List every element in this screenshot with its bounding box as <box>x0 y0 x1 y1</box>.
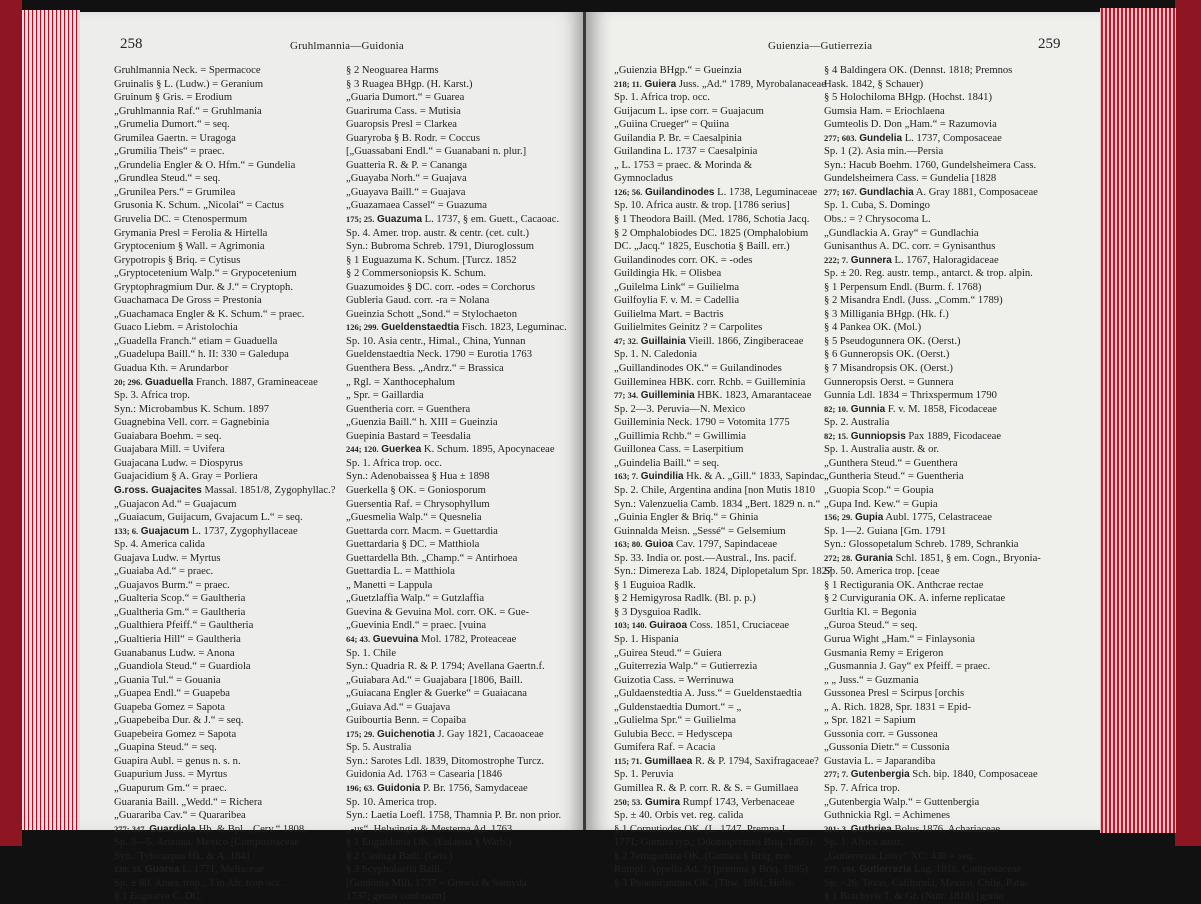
entry-line: „Guiava Ad.“ = Guajava <box>346 701 451 713</box>
entry-line: „Guesmelia Walp.“ = Quesnelia <box>346 512 482 524</box>
entry-line: Syn.: Microbambus K. Schum. 1897 <box>114 403 270 415</box>
entry-line: 250; 53. Gumira Rumpf 1743, Verbenaceae <box>614 796 795 808</box>
entry-line: Guentheria corr. = Guenthera <box>346 403 471 415</box>
entry-line: „Guiabara Ad.“ = Guajabara [1806, Baill. <box>346 674 523 686</box>
entry-line: Gulubia Becc. = Hedyscepa <box>614 728 733 740</box>
entry-line: „Guiina Crueger“ = Quiina <box>614 119 730 131</box>
entry-line: Guapebeira Gomez = Sapota <box>114 728 237 740</box>
entry-line: „Guaiaba Ad.“ = praec. <box>114 566 214 578</box>
entry-line: Guilleminea HBK. corr. Rchb. = Guilleminia <box>614 376 806 388</box>
entry-line: 277; 167. Gundlachia A. Gray 1881, Composaceae <box>824 186 1038 198</box>
entry-line: 244; 120. Guerkea K. Schum. 1895, Apocynaceae <box>346 444 555 456</box>
entry-line: „Gusmannia J. Gay“ ex Pfeiff. = praec. <box>824 661 991 673</box>
entry-line: § 2 Hemigyrosa Radlk. (Bl. p. p.) <box>614 593 756 605</box>
entry-line: Guapeba Gomez = Sapota <box>114 701 225 713</box>
entry-line: Sp. 1. N. Caledonia <box>614 349 697 361</box>
entry-line: Gumifera Raf. = Acacia <box>614 742 716 754</box>
entry-line: 163; 7. Guindilia Hk. & A. „Gill.“ 1833, Sapindac. <box>614 471 827 483</box>
entry-line: Gruinalis § L. (Ludw.) = Geranium <box>114 78 264 90</box>
entry-line: 1737; genus confusum] <box>346 891 446 903</box>
entry-line: Sp. 50. America trop. [ceae <box>824 566 940 578</box>
entry-line: 156; 29. Gupia Aubl. 1775, Celastraceae <box>824 512 992 524</box>
right-column-2 <box>824 64 1052 904</box>
entry-line: „Gualteria Scop.“ = Gaultheria <box>114 593 246 605</box>
entry-line: Sp. 1. Hispania <box>614 633 679 645</box>
entry-line: „Guachamaca Engler & K. Schum.“ = praec. <box>114 308 305 320</box>
entry-line: Sp. 2. Australia <box>824 417 890 429</box>
entry-line: „Gutenbergia Walp.“ = Guttenbergia <box>824 796 980 808</box>
entry-line: § 1 Brachyris T. & Gr. (Nutt. 1818) [gonia <box>824 891 1004 903</box>
entry-line: § 2 Casinga Baill. (Gris.) <box>346 850 453 862</box>
page-number: 258 <box>120 36 143 52</box>
entry-line: Sp. 1. Africa austr. <box>824 837 903 849</box>
entry-line: „Gualthiera Pfeiff.“ = Gaultheria <box>114 620 254 632</box>
entry-line: Guilandinodes corr. OK. = -odes <box>614 254 753 266</box>
entry-line: § 7 Misandropsis OK. (Oerst.) <box>824 363 953 375</box>
entry-line: Gurua Wight „Ham.“ = Finlaysonia <box>824 633 975 645</box>
right-page <box>586 12 1100 903</box>
entry-line: Guajava Ludw. = Myrtus <box>114 552 221 564</box>
entry-line: G.ross. Guajacites Massal. 1851/8, Zygophyllac.? <box>114 484 336 496</box>
entry-line: „Guillimia Rchb.“ = Gwillimia <box>614 430 746 442</box>
left-page <box>80 12 585 903</box>
entry-line: „Grundelia Engler & O. Hfm.“ = Gundelia <box>114 159 296 171</box>
entry-line: „Guajacon Ad.“ = Guajacum <box>114 498 237 510</box>
entry-line: „ Spr. 1821 = Sapium <box>824 715 916 727</box>
entry-line: Grusonia K. Schum. „Nicolai“ = Cactus <box>114 200 284 212</box>
entry-line: Gunneropsis Oerst. = Gunnera <box>824 376 954 388</box>
entry-line: Gruinum § Gris. = Erodium <box>114 92 233 104</box>
entry-line: § 5 Pseudogunnera OK. (Oerst.) <box>824 335 961 347</box>
entry-line: § 4 Pankea OK. (Mol.) <box>824 322 922 334</box>
entry-line: Gussonea Presl = Scirpus [orchis <box>824 688 965 700</box>
entry-line: § 3 Ruagea BHgp. (H. Karst.) <box>346 78 473 90</box>
entry-line: 126; 299. Gueldenstaedtia Fisch. 1823, Leguminac. <box>346 322 567 334</box>
entry-line: Gurltia Kl. = Begonia <box>824 606 917 618</box>
entry-line: 138; 33. Guarea L. 1771, Meliaceae <box>114 864 264 876</box>
entry-line: Sp. 10. Asia centr., Himal., China, Yunnan <box>346 335 526 347</box>
entry-line: Gueinzia Schott „Sond.“ = Stylochaeton <box>346 308 518 320</box>
entry-line: 222; 7. Gunnera L. 1767, Haloragidaceae <box>824 254 999 266</box>
entry-line: § 1 Rectigurania OK. Anthcrae rectae <box>824 579 984 591</box>
entry-line: „Guntheria Steud.“ = Guentheria <box>824 471 964 483</box>
entry-line: Sp. 3—5. Arizona, Mexico [Compositaceae <box>114 837 300 849</box>
entry-line: Guatteria R. & P. = Cananga <box>346 159 468 171</box>
entry-line: Guettardaria § DC. = Matthiola <box>346 539 480 551</box>
entry-line: Guettarda corr. Macm. = Guettardia <box>346 525 498 537</box>
entry-line: Gumsia Ham. = Eriochlaena <box>824 105 945 117</box>
entry-line: „ Rgl. = Xanthocephalum <box>346 376 455 388</box>
entry-line: 277; 347. Guardiola Hb. & Bpl. „Cerv.“ 1808, <box>114 823 307 835</box>
entry-line: „Guadella Franch.“ etiam = Guaduella <box>114 335 278 347</box>
entry-line: Guepinia Bastard = Teesdalia <box>346 430 471 442</box>
entry-line: „Guarariba Cav.“ = Quararibea <box>114 810 246 822</box>
entry-line: Guilandina L. 1737 = Caesalpinia <box>614 146 758 158</box>
entry-line: Sp. 1—2. Guiana [Gm. 1791 <box>824 525 947 537</box>
entry-line: 277; 104. Gutierrezia Lag. 1816, Composaceae <box>824 864 1022 876</box>
entry-line: Gruvelia DC. = Ctenospermum <box>114 214 248 226</box>
entry-line: § 2 Omphalobiodes DC. 1825 (Omphalobium <box>614 227 809 239</box>
entry-line: Sp. 5. Australia <box>346 742 412 754</box>
entry-line: Hask. 1842, § Schauer) <box>824 78 924 90</box>
entry-line: [„Guassabani Endl.“ = Guanabani n. plur.] <box>346 146 527 158</box>
entry-line: Guadua Kth. = Arundarbor <box>114 363 229 375</box>
entry-line: „Guldaenstedtia A. Juss.“ = Gueldenstaedtia <box>614 688 802 700</box>
entry-line: 115; 71. Gumillaea R. & P. 1794, Saxifragaceae? <box>614 755 819 767</box>
entry-line: „Guetzlaffia Walp.“ = Gutzlaffia <box>346 593 485 605</box>
entry-line: Guajacidium § A. Gray = Porliera <box>114 471 258 483</box>
entry-line: Syn.: Dimereza Lab. 1824, Diplopetalum Spr. 1827 <box>614 566 833 578</box>
entry-line: Gueldenstaedtia Neck. 1790 = Eurotia 1763 <box>346 349 533 361</box>
entry-line: Gumteolis D. Don „Ham.“ = Razumovia <box>824 119 997 131</box>
entry-line: 133; 6. Guajacum L. 1737, Zygophyllaceae <box>114 525 298 537</box>
entry-line: Gryptocenium § Wall. = Agrimonia <box>114 241 265 253</box>
entry-line: „Guayava Baill.“ = Guajava <box>346 186 466 198</box>
entry-line: 103; 140. Guiraoa Coss. 1851, Cruciaceae <box>614 620 790 632</box>
entry-line: [Guidonia Mill. 1737 = Grewia & Samyda <box>346 877 527 889</box>
entry-line: „Gualtheria Gm.“ = Gaultheria <box>114 606 246 618</box>
entry-line: „Guadelupa Baill.“ h. II: 330 = Galedupa <box>114 349 289 361</box>
entry-line: Guevina & Gevuina Mol. corr. OK. = Gue- <box>346 606 530 618</box>
entry-line: Syn.: Quadria R. & P. 1794; Avellana Gaertn.f. <box>346 661 545 673</box>
entry-line: „Guayaba Norh.“ = Guajava <box>346 173 467 185</box>
entry-line: Sp. 4. Amer. trop. austr. & centr. (cet. cult.) <box>346 227 529 239</box>
entry-line: „Guapea Endl.“ = Guapeba <box>114 688 230 700</box>
entry-line: Sp. 1. Peruvia <box>614 769 674 781</box>
entry-line: Sp. 10. America trop. <box>346 796 437 808</box>
entry-line: 218; 11. Guiera Juss. „Ad.“ 1789, Myrobalanaceae <box>614 78 826 90</box>
entry-line: „Gundlackia A. Gray“ = Gundlachia <box>824 227 979 239</box>
entry-line: „Guilelma Link“ = Guilielma <box>614 281 740 293</box>
entry-line: „Guiterrezia Walp.“ = Gutierrezia <box>614 661 758 673</box>
entry-line: „Gunthera Steud.“ = Guenthera <box>824 457 958 469</box>
page-edges-left <box>22 10 80 830</box>
entry-line: Gymnocladus <box>614 173 673 185</box>
entry-line: „Guiacana Engler & Guerke“ = Guaiacana <box>346 688 527 700</box>
running-head: Guienzia—Gutierrezia <box>768 40 873 52</box>
entry-line: Guaco Liebm. = Aristolochia <box>114 322 238 334</box>
entry-line: „Gutierrezia Lotsy“ XC: 430 = seq. <box>824 850 975 862</box>
entry-line: § 2 Tetragumira OK. (Gumira § Briq. non <box>614 850 792 862</box>
page-number: 259 <box>1038 36 1061 52</box>
entry-line: Sp. 33. India or. post.—Austral., Ins. pacif. <box>614 552 797 564</box>
entry-line: „Gulielma Spr.“ = Guilielma <box>614 715 736 727</box>
entry-line: „Gussonia Dietr.“ = Cussonia <box>824 742 950 754</box>
entry-line: Guthnickia Rgl. = Achimenes <box>824 810 951 822</box>
entry-line: „Guopia Scop.“ = Goupia <box>824 484 934 496</box>
entry-line: „ L. 1753 = praec. & Morinda & <box>614 159 753 171</box>
entry-line: Rumpf; Appella Ad. ?) [premna § Briq. 1895) <box>614 864 808 876</box>
entry-line: § 3 Dysguioa Radlk. <box>614 606 702 618</box>
entry-line: Sp. 3. Africa trop. <box>114 390 190 402</box>
entry-line: „ Manetti = Lappula <box>346 579 433 591</box>
entry-line: Guapurium Juss. = Myrtus <box>114 769 228 781</box>
book-cover-right <box>1175 0 1201 846</box>
entry-line: Guaryroba § B. Rodr. = Coccus <box>346 132 480 144</box>
entry-line: Sp. ± 80. Amer. trop.; 3 in Afr. trop occ. <box>114 877 284 889</box>
entry-line: Sp. 1. Chile <box>346 647 397 659</box>
entry-line: Gunisanthus A. DC. corr. = Gynisanthus <box>824 241 996 253</box>
entry-line: Guazumoides § DC. corr. -odes = Corchorus <box>346 281 535 293</box>
entry-line: Gumillea R. & P. corr. R. & S. = Gumillaea <box>614 782 799 794</box>
entry-line: Sp. 1. Cuba, S. Domingo <box>824 200 930 212</box>
entry-line: „Guroa Steud.“ = seq. <box>824 620 918 632</box>
entry-line: „Grumelia Dumort.“ = seq. <box>114 119 230 131</box>
entry-line: Sp. 1 (2). Asia min.—Persia <box>824 146 944 158</box>
entry-line: „Guania Tul.“ = Gouania <box>114 674 221 686</box>
entry-line: „Guapurum Gm.“ = praec. <box>114 782 227 794</box>
entry-line: Obs.: = ? Chrysocoma L. <box>824 214 931 226</box>
entry-line: „ „ Juss.“ = Guzmania <box>824 674 919 686</box>
entry-line: Guenthera Bess. „Andrz.“ = Brassica <box>346 363 504 375</box>
entry-line: „Guinia Engler & Briq.“ = Ghinia <box>614 512 759 524</box>
entry-line: Guettardia L. = Matthiola <box>346 566 455 578</box>
entry-line: „Guldenstaedtia Dumort.“ = „ <box>614 701 742 713</box>
entry-line: Sp. 2—3. Peruvia—N. Mexico <box>614 403 746 415</box>
entry-line: Guaiabara Boehm. = seq. <box>114 430 222 442</box>
entry-line: Gruhlmannia Neck. = Spermacoce <box>114 65 261 76</box>
entry-line: Gundelsheimera Cass. = Gundelia [1828 <box>824 173 997 185</box>
entry-line: 20; 296. Guaduella Franch. 1887, Gramineaceae <box>114 376 318 388</box>
entry-line: 175; 25. Guazuma L. 1737, § em. Guett., Cacaoac. <box>346 214 560 226</box>
entry-line: § 3 Scypholaetia Baill. <box>346 864 443 876</box>
entry-line: Guerkella § OK. = Goniosporum <box>346 484 486 496</box>
entry-line: „Guapebeiba Dur. & J.“ = seq. <box>114 715 244 727</box>
running-head: Gruhlmannia—Guidonia <box>290 40 404 52</box>
entry-line: Gunnia Ldl. 1834 = Thrixspermum 1790 <box>824 390 997 402</box>
entry-line: Guaropsis Presl = Clarkea <box>346 119 458 131</box>
entry-line: Guettardella Bth. „Champ.“ = Antirhoea <box>346 552 518 564</box>
entry-line: 163; 80. Guioa Cav. 1797, Sapindaceae <box>614 539 778 551</box>
entry-line: Guilandia P. Br. = Caesalpinia <box>614 132 742 144</box>
entry-line: Guibourtia Benn. = Copaiba <box>346 715 467 727</box>
entry-line: Syn.: Bubroma Schreb. 1791, Diuroglossum <box>346 241 535 253</box>
entry-line: „-us“, Helwingia & Mesterna Ad. 1763 <box>346 823 513 835</box>
entry-line: „Guienzia BHgp.“ = Gueinzia <box>614 65 742 76</box>
entry-line: „Gruhlmannia Raf.“ = Gruhlmania <box>114 105 262 117</box>
right-column-1 <box>614 64 842 890</box>
entry-line: Sp. 1. Africa trop. occ. <box>614 92 710 104</box>
entry-line: „Grundlea Steud.“ = seq. <box>114 173 221 185</box>
entry-line: Grumilea Gaertn. = Uragoga <box>114 132 236 144</box>
entry-line: § 2 Curvigurania OK. A. inferne replicatae <box>824 593 1006 605</box>
entry-line: Guajacana Ludw. = Diospyrus <box>114 457 243 469</box>
entry-line: 277; 603. Gundelia L. 1737, Composaceae <box>824 132 1002 144</box>
entry-line: „Guaiacum, Guijacum, Gvajacum L.“ = seq. <box>114 512 303 524</box>
entry-line: „ Spr. = Gaillardia <box>346 390 424 402</box>
entry-line: Gubleria Gaud. corr. -ra = Nolana <box>346 295 490 307</box>
entry-line: 47; 32. Guillainia Vieill. 1866, Zingiberaceae <box>614 335 804 347</box>
entry-line: Guizotia Cass. = Werrinuwa <box>614 674 734 686</box>
entry-line: Sp. 1. Australia austr. & or. <box>824 444 940 456</box>
entry-line: „Grumilia Theis“ = praec. <box>114 146 225 158</box>
entry-line: 272; 28. Gurania Schl. 1851, § em. Cogn., Bryonia- <box>824 552 1041 564</box>
entry-line: Guidonia Ad. 1763 = Casearia [1846 <box>346 769 503 781</box>
entry-line: Syn.: Tylocarpus Hk. & A. 1841 <box>114 850 251 862</box>
left-column-1 <box>114 64 342 904</box>
entry-line: § 1 Euguazuma K. Schum. [Turcz. 1852 <box>346 254 517 266</box>
entry-line: Syn.: Hacub Boehm. 1760, Gundelsheimera Cass. <box>824 159 1037 171</box>
entry-line: § 1 Cornutiodes OK. (L. 1747, Premna L. <box>614 823 791 835</box>
entry-line: § 1 Perpensum Endl. (Burm. f. 1768) <box>824 281 982 293</box>
entry-line: Guilloneа Cass. = Laserpitium <box>614 444 744 456</box>
book-cover-left <box>0 0 22 846</box>
entry-line: § 4 Baldingera OK. (Dennst. 1818; Premnos <box>824 65 1013 76</box>
entry-line: „Guenzia Baill.“ h. XIII = Gueinzia <box>346 417 498 429</box>
entry-line: „Guindelia Baill.“ = seq. <box>614 457 720 469</box>
entry-line: 82; 10. Gunnia F. v. M. 1858, Ficodaceae <box>824 403 997 415</box>
entry-line: „Guandiola Steud.“ = Guardiola <box>114 661 251 673</box>
entry-line: „Guillandinodes OK.“ = Guilandinodes <box>614 363 782 375</box>
entry-line: Grymania Presl = Ferolia & Hirtella <box>114 227 268 239</box>
entry-line: Sp. 7. Africa trop. <box>824 782 900 794</box>
entry-line: Guilielma Mart. = Bactris <box>614 308 724 320</box>
entry-line: Gustavia L. = Japarandiba <box>824 755 936 767</box>
entry-line: 277; 7. Gutenbergia Sch. bip. 1840, Composaceae <box>824 769 1038 781</box>
entry-line: Guachamaca De Gross = Prestonia <box>114 295 262 307</box>
entry-line: Gryptophragmium Dur. & J.“ = Cryptoph. <box>114 281 293 293</box>
entry-line: Guinnalda Meisn. „Sessé“ = Gelsemium <box>614 525 786 537</box>
entry-line: 82; 15. Gunniopsis Pax 1889, Ficodaceae <box>824 430 1002 442</box>
page-edges-right <box>1100 8 1176 833</box>
entry-line: § 3 Milligania BHgp. (Hk. f.) <box>824 308 949 320</box>
entry-line: § 1 Euguarea C. DC. <box>114 891 203 903</box>
entry-line: Sp. ~26. Texas, California, Mexico, Chile, Pata- <box>824 877 1028 889</box>
entry-line: „Guirea Steud.“ = Guiera <box>614 647 722 659</box>
entry-line: Guapira Aubl. = genus n. s. n. <box>114 755 241 767</box>
entry-line: Gusmania Remy = Erigeron <box>824 647 944 659</box>
entry-line: § 2 Neoguarea Harms <box>346 65 439 76</box>
entry-line: 196; 63. Guidonia P. Br. 1756, Samydaceae <box>346 782 528 794</box>
entry-line: Guijacum L. ipse corr. = Guajacum <box>614 105 764 117</box>
entry-line: Guarania Baill. „Wedd.“ = Richera <box>114 796 263 808</box>
entry-line: Sp. ± 20. Reg. austr. temp., antarct. & trop. alpin. <box>824 268 1033 280</box>
entry-line: „Guazamaea Cassel“ = Guazuma <box>346 200 487 212</box>
entry-line: Sp. 10. Africa austr. & trop. [1786 serius] <box>614 200 790 212</box>
entry-line: Guagnebina Vell. corr. = Gagnebinia <box>114 417 270 429</box>
entry-line: 175; 29. Guichenotia J. Gay 1821, Cacaoaceae <box>346 728 544 740</box>
entry-line: „Guajavos Burm.“ = praec. <box>114 579 230 591</box>
entry-line: Sp. 4. America calida <box>114 539 205 551</box>
entry-line: Grypotropis § Briq. = Cytisus <box>114 254 241 266</box>
entry-line: Guajabara Mill. = Uvifera <box>114 444 225 456</box>
entry-line: Sp. ± 40. Orbis vet. reg. calida <box>614 810 744 822</box>
entry-line: Syn.: Glossopetalum Schreb. 1789, Schrankia <box>824 539 1019 551</box>
entry-line: Syn.: Sarotes Ldl. 1839, Ditomostrophe Turcz. <box>346 755 545 767</box>
left-column-2 <box>346 64 574 904</box>
entry-line: § 1 Theodora Baill. (Med. 1786, Schotia Jacq. <box>614 214 810 226</box>
entry-line: Guilielmites Geinitz ? = Carpolites <box>614 322 763 334</box>
entry-line: 1771; Gumira typ.; Odontopremna Briq. 1895) <box>614 837 813 849</box>
entry-line: „Guapina Steud.“ = seq. <box>114 742 217 754</box>
entry-line: Guilfoylia F. v. M. = Cadellia <box>614 295 740 307</box>
entry-line: „Gryptocetenium Walp.“ = Grypocetenium <box>114 268 297 280</box>
entry-line: § 2 Commersoniopsis K. Schum. <box>346 268 487 280</box>
entry-line: § 1 Euguioa Radlk. <box>614 579 696 591</box>
entry-line: Syn.: Valenzuelia Camb. 1834 „Bert. 1829 n. n.“ <box>614 498 821 510</box>
entry-line: § 1 Euguidonia OK. (Eulaetia § Warb.) <box>346 837 512 849</box>
entry-line: Syn.: Laetia Loefl. 1758, Thamnia P. Br. non prior. <box>346 810 562 822</box>
entry-line: „Guaria Dumort.“ = Guarea <box>346 92 465 104</box>
entry-line: DC. „Jacq.“ 1825, Euschotia § Baill. err.) <box>614 241 790 253</box>
entry-line: Sp. 1. Africa trop. occ. <box>346 457 442 469</box>
entry-line: „ A. Rich. 1828, Spr. 1831 = Epid- <box>824 701 971 713</box>
entry-line: „Grunilea Pers.“ = Grumilea <box>114 186 236 198</box>
entry-line: 126; 56. Guilandinodes L. 1738, Leguminaceae <box>614 186 818 198</box>
entry-line: 201; 3. Guthriea Bolus 1876, Achariaceae <box>824 823 1001 835</box>
entry-line: 77; 34. Guilleminia HBK. 1823, Amarantaceae <box>614 390 812 402</box>
entry-line: Gussonia corr. = Gussonea <box>824 728 938 740</box>
entry-line: „Gualtieria Hill“ = Gaultheria <box>114 633 241 645</box>
entry-line: § 6 Gunneropsis OK. (Oerst.) <box>824 349 950 361</box>
entry-line: Syn.: Adenobaissea § Hua ± 1898 <box>346 471 490 483</box>
entry-line: Guanabanus Ludw. = Anona <box>114 647 235 659</box>
entry-line: Sp. 2. Chile, Argentina andina [non Mutis 1810 <box>614 484 816 496</box>
entry-line: § 2 Misandra Endl. (Juss. „Comm.“ 1789) <box>824 295 1003 307</box>
entry-line: Guilleminia Neck. 1790 = Votomita 1775 <box>614 417 790 429</box>
entry-line: 64; 43. Guevuina Mol. 1782, Proteaceae <box>346 633 517 645</box>
entry-line: § 5 Holochiloma BHgp. (Hochst. 1841) <box>824 92 993 104</box>
entry-line: § 3 Phoenicanthus OK. (Thw. 1861; Holo- <box>614 877 794 889</box>
entry-line: „Gupa Ind. Kew.“ = Gupia <box>824 498 938 510</box>
entry-line: Guildingia Hk. = Olisbea <box>614 268 722 280</box>
entry-line: „Guevinia Endl.“ = praec. [vuina <box>346 620 487 632</box>
entry-line: Guersentia Raf. = Chrysophyllum <box>346 498 490 510</box>
entry-line: Guariruma Cass. = Mutisia <box>346 105 461 117</box>
